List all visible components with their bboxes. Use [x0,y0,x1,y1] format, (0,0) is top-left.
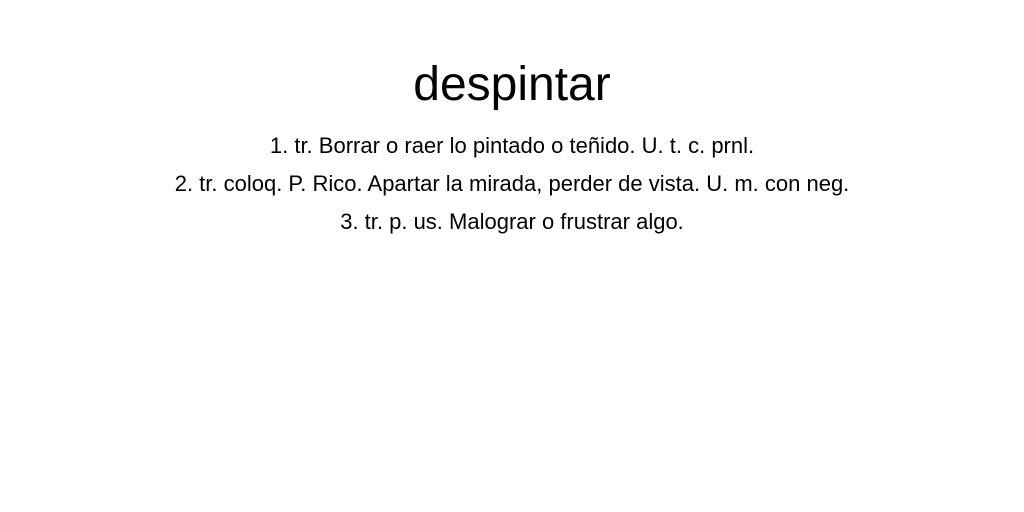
definition-2: 2. tr. coloq. P. Rico. Apartar la mirada, perder de vista. U. m. con neg. [174,171,850,196]
definition-1: 1. tr. Borrar o raer lo pintado o teñido. U. t. c. prnl. [269,133,755,158]
definition-3: 3. tr. p. us. Malograr o frustrar algo. [340,209,684,234]
headword: despintar [413,58,611,111]
definition-list [0,127,1024,241]
